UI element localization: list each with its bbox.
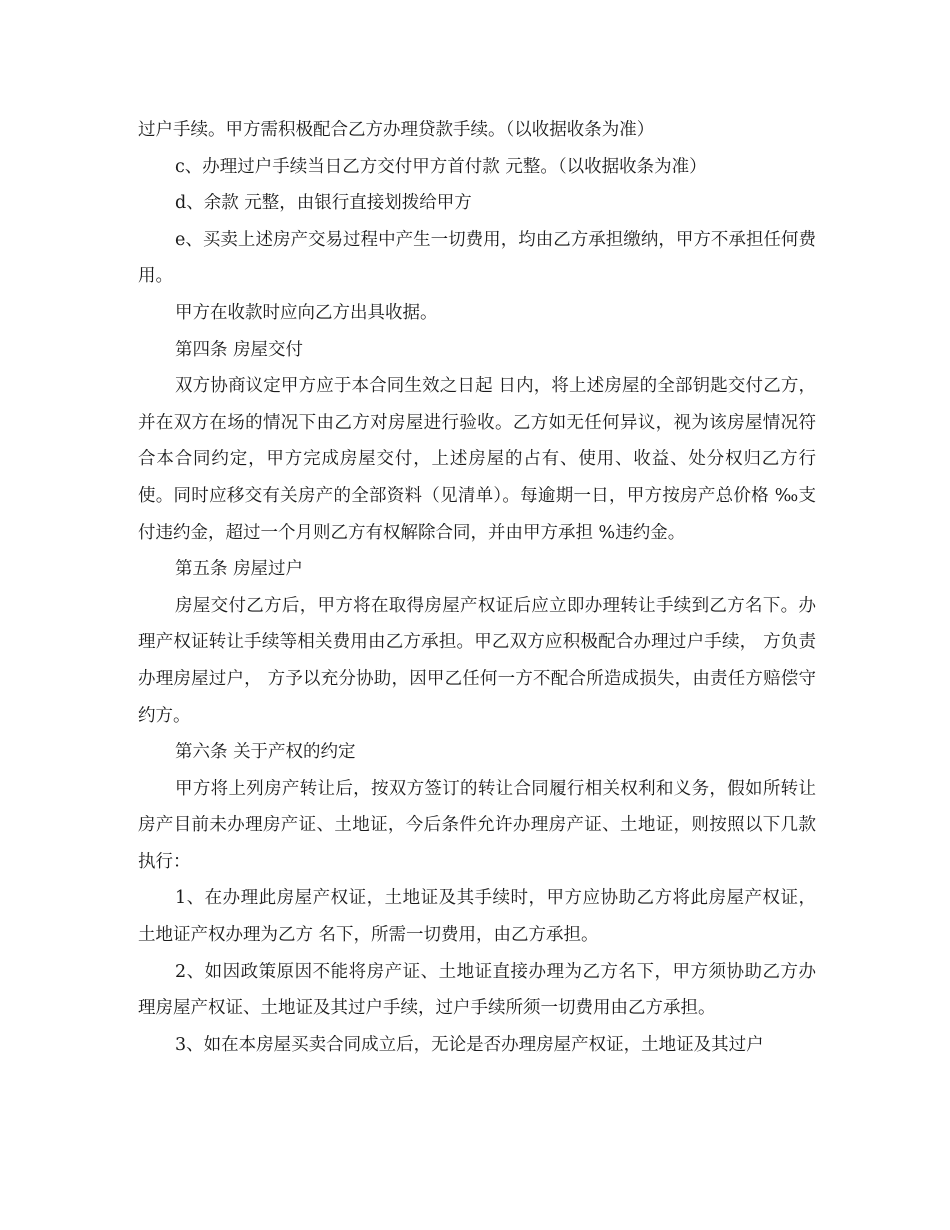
list-item: 2、如因政策原因不能将房产证、土地证直接办理为乙方名下，甲方须协助乙方办理房屋产权证、土地证及其过户手续，过户手续所须一切费用由乙方承担。 [138, 961, 816, 1019]
paragraph: 房屋交付乙方后，甲方将在取得房屋产权证后应立即办理转让手续到乙方名下。办理产权证转让手续等相关费用由乙方承担。甲乙双方应积极配合办理过户手续， 方负责办理房屋过户， 方予以充分协助，因甲乙任何一方不配合所造成损失，由责任方赔偿守约方。 [138, 595, 816, 726]
list-item: 1、在办理此房屋产权证，土地证及其手续时，甲方应协助乙方将此房屋产权证，土地证产权办理为乙方 名下，所需一切费用，由乙方承担。 [138, 888, 816, 946]
paragraph: 甲方在收款时应向乙方出具收据。 [175, 302, 438, 323]
paragraph: d、余款 元整，由银行直接划拨给甲方 [175, 193, 472, 214]
paragraph: e、买卖上述房产交易过程中产生一切费用，均由乙方承担缴纳，甲方不承担任何费用。 [138, 229, 816, 287]
list-item: 3、如在本房屋买卖合同成立后，无论是否办理房屋产权证，土地证及其过户 [175, 1034, 764, 1055]
section-heading: 第六条 关于产权的约定 [175, 742, 356, 763]
paragraph: 甲方将上列房产转让后，按双方签订的转让合同履行相关权利和义务，假如所转让房产目前未办理房产证、土地证，今后条件允许办理房产证、土地证，则按照以下几款执行： [138, 778, 816, 872]
section-heading: 第四条 房屋交付 [175, 339, 304, 360]
paragraph: c、办理过户手续当日乙方交付甲方首付款 元整。（以收据收条为准） [175, 156, 707, 177]
paragraph: 过户手续。甲方需积极配合乙方办理贷款手续。（以收据收条为准） [138, 120, 655, 140]
section-heading: 第五条 房屋过户 [175, 559, 304, 580]
document-body [138, 112, 816, 1063]
paragraph: 双方协商议定甲方应于本合同生效之日起 日内，将上述房屋的全部钥匙交付乙方，并在双方在场的情况下由乙方对房屋进行验收。乙方如无任何异议，视为该房屋情况符合本合同约定，甲方完成房屋交付，上述房屋的占有、使用、收益、处分权归乙方行使。同时应移交有关房产的全部资料（见清单）。每逾期一日，甲方按房产总价格 ‰支付违约金，超过一个月则乙方有权解除合同，并由甲方承担 %违约金。 [138, 376, 816, 543]
